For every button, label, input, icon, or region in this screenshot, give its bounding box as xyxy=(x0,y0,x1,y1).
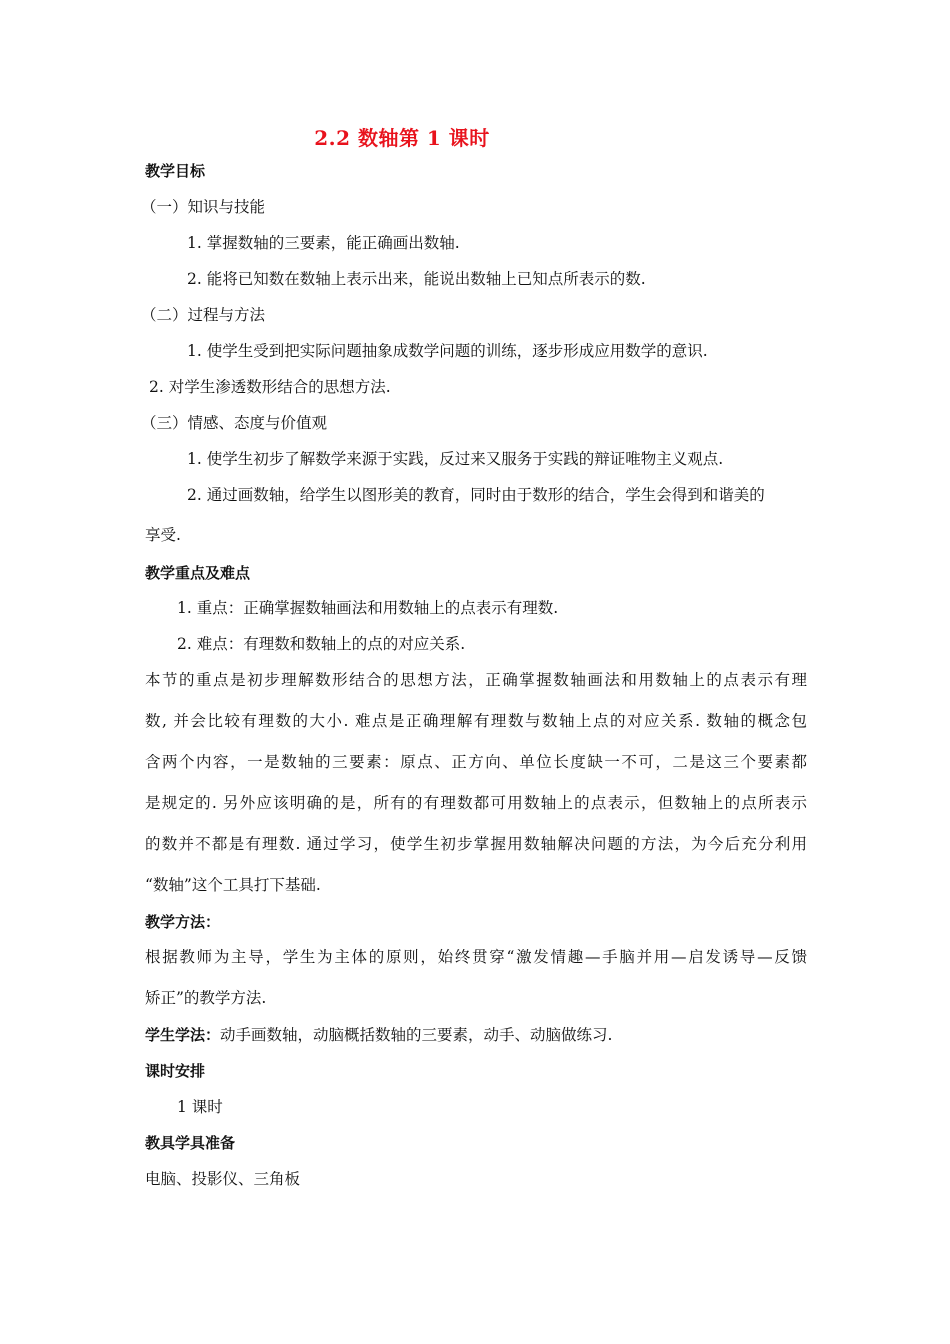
paragraph-line: 本节的重点是初步理解数形结合的思想方法，正确掌握数轴画法和用数轴上的点表示有理 xyxy=(145,671,807,689)
paragraph-line: 矫正”的教学方法. xyxy=(145,989,267,1007)
goal-item: 2. 能将已知数在数轴上表示出来，能说出数轴上已知点所表示的数. xyxy=(187,270,646,288)
tools-text: 电脑、投影仪、三角板 xyxy=(145,1170,301,1188)
goal-item-continuation: 享受. xyxy=(145,526,181,544)
goal-item: 1. 使学生受到把实际问题抽象成数学问题的训练，逐步形成应用数学的意识. xyxy=(187,342,708,360)
paragraph-line: 数, 并会比较有理数的大小. 难点是正确理解有理数与数轴上点的对应关系. 数轴的概念包 xyxy=(145,712,807,730)
study-method-label: 学生学法： xyxy=(145,1026,221,1044)
section-heading-key-points: 教学重点及难点 xyxy=(145,564,251,582)
goal-item: 2. 对学生渗透数形结合的思想方法. xyxy=(149,378,391,396)
document-title: 2.2 数轴第 1 课时 xyxy=(314,126,490,150)
subheading-emotion-values: （三）情感、态度与价值观 xyxy=(141,414,328,432)
paragraph-line: “数轴”这个工具打下基础. xyxy=(145,876,321,894)
goal-item: 2. 通过画数轴，给学生以图形美的教育，同时由于数形的结合，学生会得到和谐美的 xyxy=(187,486,765,504)
key-item: 1. 重点：正确掌握数轴画法和用数轴上的点表示有理数. xyxy=(177,599,559,617)
goal-item: 1. 掌握数轴的三要素，能正确画出数轴. xyxy=(187,234,460,252)
subheading-knowledge-skills: （一）知识与技能 xyxy=(141,198,266,216)
subheading-process-method: （二）过程与方法 xyxy=(141,306,266,324)
paragraph-line: 的数并不都是有理数. 通过学习，使学生初步掌握用数轴解决问题的方法，为今后充分利用 xyxy=(145,835,807,853)
section-heading-goals: 教学目标 xyxy=(145,162,206,180)
paragraph-line: 含两个内容，一是数轴的三要素：原点、正方向、单位长度缺一不可，二是这三个要素都 xyxy=(145,753,807,771)
goal-item: 1. 使学生初步了解数学来源于实践，反过来又服务于实践的辩证唯物主义观点. xyxy=(187,450,724,468)
study-method-line xyxy=(145,1025,612,1045)
schedule-text: 1 课时 xyxy=(177,1098,223,1116)
section-heading-tools: 教具学具准备 xyxy=(145,1134,236,1152)
study-method-text: 动手画数轴，动脑概括数轴的三要素，动手、动脑做练习. xyxy=(220,1026,613,1044)
paragraph-line: 根据教师为主导，学生为主体的原则，始终贯穿“激发情趣—手脑并用—启发诱导—反馈 xyxy=(145,948,807,966)
key-item: 2. 难点：有理数和数轴上的点的对应关系. xyxy=(177,635,466,653)
paragraph-line: 是规定的. 另外应该明确的是，所有的有理数都可用数轴上的点表示，但数轴上的点所表示 xyxy=(145,794,807,812)
section-heading-schedule: 课时安排 xyxy=(145,1062,206,1080)
section-heading-method: 教学方法： xyxy=(145,913,221,931)
